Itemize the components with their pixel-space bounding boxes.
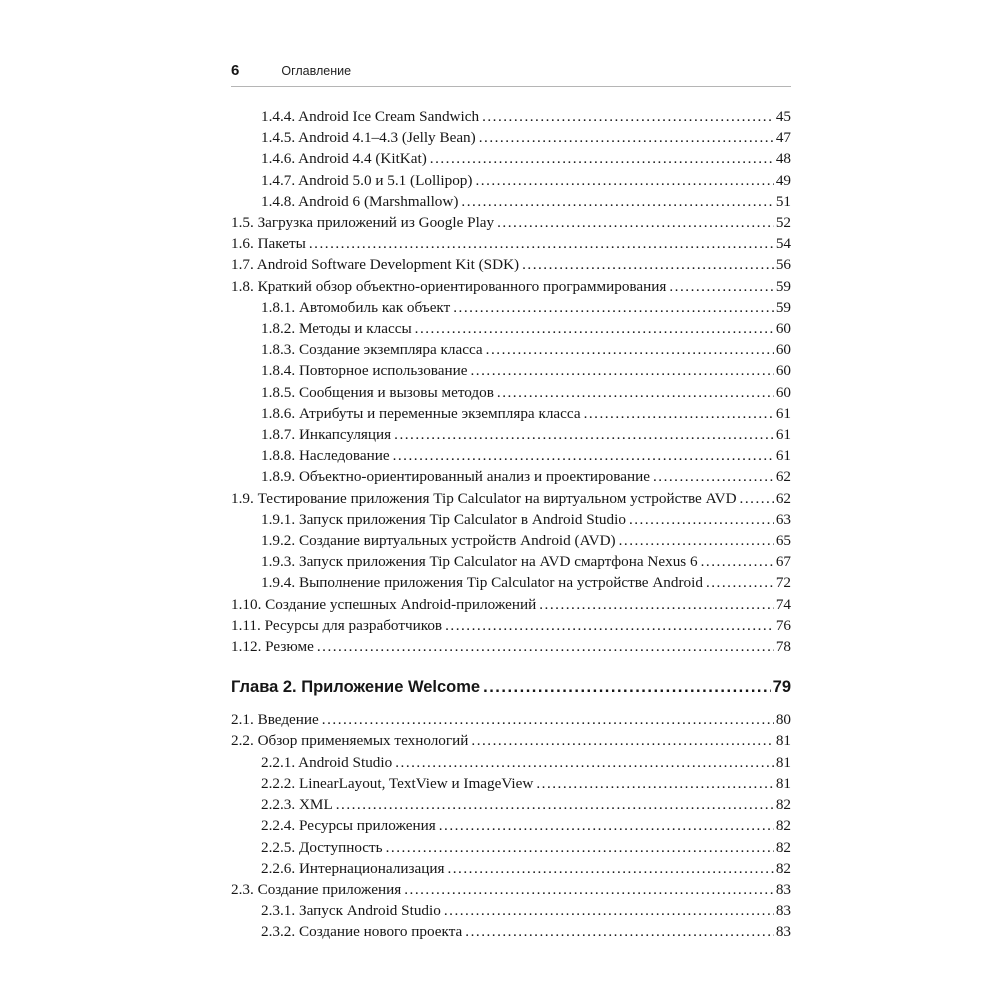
toc-entry — [231, 676, 791, 698]
toc-entry-page: 45 — [775, 108, 791, 125]
toc-entry — [231, 466, 791, 487]
toc-entry — [231, 921, 791, 942]
toc-entry-page: 48 — [775, 150, 791, 168]
toc-entry — [231, 636, 791, 657]
toc-entry-title: 1.9.3. Запуск приложения Tip Calculator на AVD смартфона Nexus 6 — [261, 553, 698, 571]
toc-entry-page: 83 — [775, 923, 791, 941]
toc-entry-title: 1.9.1. Запуск приложения Tip Calculator в Android Studio — [261, 510, 626, 528]
header-title: Оглавление — [281, 64, 352, 78]
toc-entry-title: 1.7. Android Software Development Kit (SDK) — [231, 256, 520, 274]
toc-entry — [231, 709, 791, 730]
toc-entry-page: 83 — [775, 902, 791, 920]
toc-entry-page: 62 — [775, 468, 791, 486]
toc-dot-leader — [539, 594, 774, 615]
toc-entry — [231, 297, 791, 318]
toc-entry-page: 54 — [775, 235, 791, 253]
toc-entry — [231, 318, 791, 339]
toc-entry-title: 1.9.2. Создание виртуальных устройств Android (AVD) — [261, 532, 616, 550]
toc-entry-title: 1.8. Краткий обзор объектно-ориентированного программирования — [231, 277, 667, 295]
toc-entry-title: 1.8.7. Инкапсуляция — [261, 426, 392, 444]
toc-entry-title: 1.8.2. Методы и классы — [261, 320, 412, 338]
toc-entry-title: 2.2.2. LinearLayout, TextView и ImageView — [261, 774, 534, 792]
toc-entry-title: 2.2.6. Интернационализация — [261, 859, 445, 877]
toc-entry — [231, 730, 791, 751]
toc-dot-leader — [465, 921, 774, 942]
toc-entry-page: 74 — [775, 595, 791, 613]
toc-entry — [231, 424, 791, 445]
toc-entry — [231, 509, 791, 530]
toc-entry-title: 1.8.9. Объектно-ориентированный анализ и проектирование — [261, 468, 650, 486]
toc-entry-page: 83 — [775, 880, 791, 898]
toc-dot-leader — [522, 254, 774, 275]
toc-entry — [231, 794, 791, 815]
toc-entry-page: 62 — [775, 489, 791, 507]
toc-entry-title: 1.9. Тестирование приложения Tip Calculator на виртуальном устройстве AVD — [231, 489, 737, 507]
toc-entry — [231, 403, 791, 424]
toc-entry-title: 1.8.1. Автомобиль как объект — [261, 298, 451, 316]
toc-entry-title: 1.5. Загрузка приложений из Google Play — [231, 214, 495, 232]
toc-entry-page: 72 — [775, 574, 791, 592]
toc-entry — [231, 752, 791, 773]
toc-entry-title: 1.8.5. Сообщения и вызовы методов — [261, 383, 494, 401]
toc-entry-page: 81 — [775, 753, 791, 771]
toc-entry — [231, 233, 791, 254]
toc-dot-leader — [309, 233, 774, 254]
toc-entry — [231, 148, 791, 169]
toc-entry-page: 79 — [772, 678, 791, 697]
toc-entry-title: Глава 2. Приложение Welcome — [231, 678, 481, 697]
toc-entry-page: 61 — [775, 426, 791, 444]
toc-dot-leader — [479, 127, 774, 148]
toc-entry — [231, 127, 791, 148]
toc-dot-leader — [445, 615, 774, 636]
toc-entry-page: 51 — [775, 192, 791, 210]
toc-dot-leader — [336, 794, 774, 815]
toc-dot-leader — [619, 530, 774, 551]
toc-entry-page: 82 — [775, 796, 791, 814]
toc-dot-leader — [393, 445, 774, 466]
toc-entry-title: 1.8.8. Наследование — [261, 447, 390, 465]
toc-entry-title: 1.8.3. Создание экземпляра класса — [261, 341, 483, 359]
toc-entry — [231, 594, 791, 615]
toc-entry — [231, 191, 791, 212]
toc-dot-leader — [461, 191, 773, 212]
toc-entry-page: 60 — [775, 320, 791, 338]
toc-dot-leader — [447, 858, 773, 879]
toc-entry-page: 60 — [775, 341, 791, 359]
toc-dot-leader — [386, 837, 774, 858]
toc-entry — [231, 445, 791, 466]
toc-entry — [231, 530, 791, 551]
toc-entry-title: 2.1. Введение — [231, 711, 319, 729]
toc-entry — [231, 879, 791, 900]
toc-entry-title: 1.8.4. Повторное использование — [261, 362, 468, 380]
toc-dot-leader — [415, 318, 774, 339]
toc-entry-title: 2.2.3. XML — [261, 796, 333, 814]
toc-entry-title: 1.4.5. Android 4.1–4.3 (Jelly Bean) — [261, 129, 476, 147]
toc-entry — [231, 254, 791, 275]
toc-entry-page: 76 — [775, 616, 791, 634]
toc-entry-page: 80 — [775, 711, 791, 729]
book-page — [231, 62, 791, 943]
toc-entry-title: 1.4.7. Android 5.0 и 5.1 (Lollipop) — [261, 171, 473, 189]
running-header — [231, 62, 791, 87]
toc-entry-page: 56 — [775, 256, 791, 274]
toc-entry-page: 60 — [775, 362, 791, 380]
toc-dot-leader — [497, 212, 774, 233]
toc-entry-page: 59 — [775, 298, 791, 316]
toc-entry-page: 78 — [775, 638, 791, 656]
toc-entry-page: 60 — [775, 383, 791, 401]
toc-entry-title: 1.6. Пакеты — [231, 235, 306, 253]
toc-entry-title: 1.4.6. Android 4.4 (KitKat) — [261, 150, 427, 168]
toc-entry-page: 52 — [775, 214, 791, 232]
toc-entry-page: 63 — [775, 510, 791, 528]
toc-dot-leader — [444, 900, 774, 921]
toc-dot-leader — [497, 382, 774, 403]
toc-entry-title: 2.2.1. Android Studio — [261, 753, 393, 771]
toc-entry — [231, 858, 791, 879]
toc-entry — [231, 488, 791, 509]
toc-entry-page: 61 — [775, 404, 791, 422]
toc-dot-leader — [486, 339, 774, 360]
toc-entry — [231, 276, 791, 297]
toc-entry-title: 1.9.4. Выполнение приложения Tip Calculator на устройстве Android — [261, 574, 703, 592]
toc-dot-leader — [653, 466, 774, 487]
toc-entry-title: 1.4.4. Android Ice Cream Sandwich — [261, 108, 480, 125]
toc-list — [231, 106, 791, 943]
toc-entry-page: 67 — [775, 553, 791, 571]
toc-entry — [231, 837, 791, 858]
toc-entry — [231, 106, 791, 127]
toc-dot-leader — [629, 509, 774, 530]
toc-entry — [231, 815, 791, 836]
toc-dot-leader — [706, 572, 774, 593]
toc-dot-leader — [430, 148, 774, 169]
toc-entry-page: 61 — [775, 447, 791, 465]
toc-entry-title: 2.3. Создание приложения — [231, 880, 402, 898]
toc-dot-leader — [483, 676, 771, 698]
toc-dot-leader — [740, 488, 774, 509]
toc-dot-leader — [404, 879, 774, 900]
toc-dot-leader — [669, 276, 773, 297]
toc-entry-title: 1.12. Резюме — [231, 638, 314, 656]
toc-entry — [231, 339, 791, 360]
toc-entry-title: 2.2. Обзор применяемых технологий — [231, 732, 469, 750]
toc-entry-page: 81 — [775, 732, 791, 750]
toc-entry-title: 1.10. Создание успешных Android-приложений — [231, 595, 537, 613]
toc-entry — [231, 551, 791, 572]
toc-entry-title: 2.2.5. Доступность — [261, 838, 383, 856]
toc-entry-page: 82 — [775, 817, 791, 835]
toc-entry-page: 59 — [775, 277, 791, 295]
toc-dot-leader — [394, 424, 774, 445]
toc-entry-page: 81 — [775, 774, 791, 792]
toc-entry-page: 82 — [775, 859, 791, 877]
toc-entry-title: 1.4.8. Android 6 (Marshmallow) — [261, 192, 459, 210]
toc-dot-leader — [471, 730, 773, 751]
toc-entry — [231, 360, 791, 381]
page-number: 6 — [231, 62, 240, 79]
toc-entry-page: 65 — [775, 532, 791, 550]
toc-dot-leader — [471, 360, 774, 381]
toc-entry-page: 49 — [775, 171, 791, 189]
toc-entry — [231, 615, 791, 636]
toc-dot-leader — [439, 815, 774, 836]
toc-entry-page: 82 — [775, 838, 791, 856]
toc-dot-leader — [322, 709, 774, 730]
toc-entry — [231, 170, 791, 191]
toc-entry — [231, 382, 791, 403]
toc-entry-title: 2.3.2. Создание нового проекта — [261, 923, 463, 941]
toc-entry-page: 47 — [775, 129, 791, 147]
toc-entry-title: 2.2.4. Ресурсы приложения — [261, 817, 436, 835]
toc-dot-leader — [584, 403, 774, 424]
toc-entry — [231, 900, 791, 921]
toc-entry — [231, 773, 791, 794]
toc-dot-leader — [317, 636, 774, 657]
toc-dot-leader — [482, 106, 774, 127]
toc-entry-title: 2.3.1. Запуск Android Studio — [261, 902, 441, 920]
toc-entry — [231, 212, 791, 233]
toc-dot-leader — [395, 752, 774, 773]
toc-entry — [231, 572, 791, 593]
toc-dot-leader — [453, 297, 774, 318]
toc-entry-title: 1.8.6. Атрибуты и переменные экземпляра класса — [261, 404, 581, 422]
toc-dot-leader — [701, 551, 774, 572]
toc-entry-title: 1.11. Ресурсы для разработчиков — [231, 616, 443, 634]
toc-dot-leader — [475, 170, 773, 191]
toc-dot-leader — [536, 773, 773, 794]
